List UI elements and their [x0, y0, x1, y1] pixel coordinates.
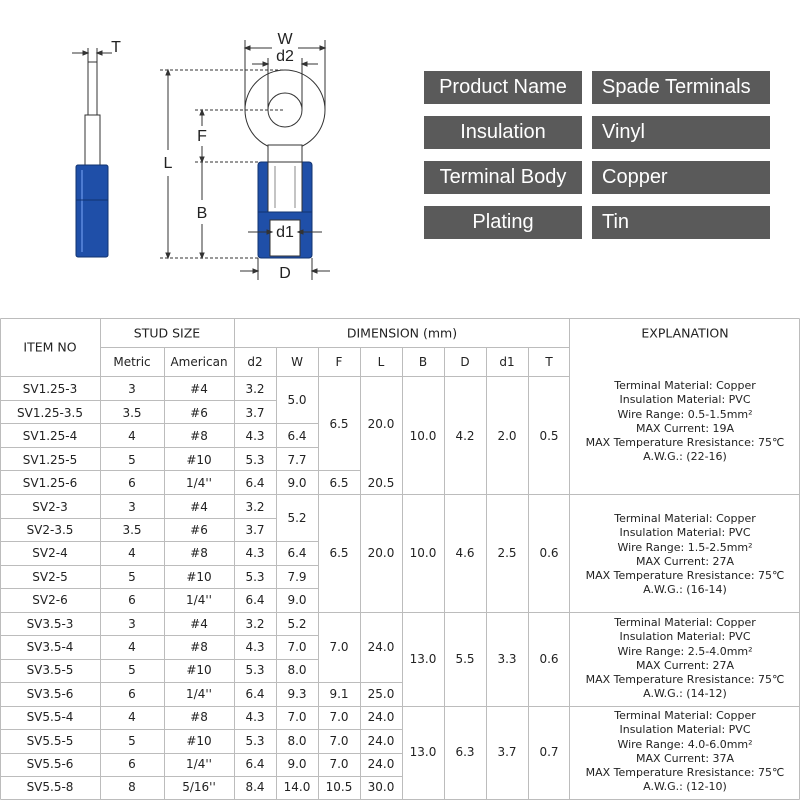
header-dimension: DIMENSION (mm)	[346, 325, 458, 341]
spec-value-insulation: Vinyl	[592, 116, 770, 149]
label-B: B	[196, 205, 208, 222]
g3-D: 5.5	[455, 652, 475, 666]
cell-W: 5.2	[287, 617, 307, 631]
g1-D: 4.2	[455, 429, 475, 443]
cell-d2: 4.3	[245, 640, 265, 654]
cell-american: #8	[190, 429, 208, 443]
header-W: W	[291, 355, 303, 369]
label-D: D	[279, 265, 291, 282]
cell-d2: 4.3	[245, 429, 265, 443]
cell-metric: 3	[128, 617, 136, 631]
cell-metric: 3	[128, 382, 136, 396]
cell-metric: 6	[128, 757, 136, 771]
cell-d2: 5.3	[245, 570, 265, 584]
cell-item: SV2-5	[32, 570, 68, 584]
explanation-group-2: Terminal Material: Copper Insulation Material: PVC Wire Range: 1.5-2.5mm² MAX Current: 27A MAX Temperature Rresistance: 75℃ A.W.G.: (16-14)	[585, 512, 785, 597]
cell-d2: 3.2	[245, 617, 265, 631]
g2-T: 0.6	[539, 546, 559, 560]
header-d1: d1	[499, 355, 515, 369]
cell-metric: 3.5	[122, 523, 142, 537]
cell-metric: 6	[128, 687, 136, 701]
cell-metric: 4	[128, 546, 136, 560]
cell-item: SV3.5-5	[26, 663, 74, 677]
g2-D: 4.6	[455, 546, 475, 560]
cell-american: #10	[186, 453, 212, 467]
cell-american: 1/4''	[186, 593, 212, 607]
cell-metric: 5	[128, 663, 136, 677]
cell-F: 9.1	[329, 687, 349, 701]
cell-L: 25.0	[367, 687, 395, 701]
cell-L: 30.0	[367, 780, 395, 794]
g3-T: 0.6	[539, 652, 559, 666]
cell-W: 6.4	[287, 429, 307, 443]
cell-metric: 8	[128, 780, 136, 794]
cell-L: 24.0	[367, 757, 395, 771]
cell-d2: 5.3	[245, 734, 265, 748]
cell-d2: 3.7	[245, 523, 265, 537]
cell-d2: 6.4	[245, 757, 265, 771]
cell-L: 24.0	[367, 710, 395, 724]
label-T: T	[111, 39, 121, 56]
spec-value-terminal-body: Copper	[592, 161, 770, 194]
cell-W: 14.0	[283, 780, 311, 794]
cell-american: 1/4''	[186, 476, 212, 490]
cell-metric: 5	[128, 734, 136, 748]
cell-american: #4	[190, 382, 208, 396]
cell-metric: 3.5	[122, 406, 142, 420]
cell-d2: 6.4	[245, 687, 265, 701]
cell-F: 10.5	[325, 780, 353, 794]
cell-metric: 6	[128, 593, 136, 607]
g1-d1: 2.0	[497, 429, 517, 443]
g4-B: 13.0	[409, 745, 437, 759]
cell-d2: 8.4	[245, 780, 265, 794]
cell-d2: 6.4	[245, 476, 265, 490]
cell-american: 1/4''	[186, 687, 212, 701]
g1-T: 0.5	[539, 429, 559, 443]
cell-L: 24.0	[367, 734, 395, 748]
g3-B: 13.0	[409, 652, 437, 666]
cell-W: 7.7	[287, 453, 307, 467]
label-W: W	[277, 31, 293, 48]
explanation-group-4: Terminal Material: Copper Insulation Material: PVC Wire Range: 4.0-6.0mm² MAX Current: 37A MAX Temperature Rresistance: 75℃ A.W.G.: (12-10)	[585, 709, 785, 794]
g1-F: 6.5	[329, 417, 349, 431]
g1-W: 5.0	[287, 393, 307, 407]
cell-item: SV3.5-4	[26, 640, 74, 654]
header-d2: d2	[247, 355, 263, 369]
cell-american: #6	[190, 406, 208, 420]
cell-american: #8	[190, 710, 208, 724]
terminal-dimension-drawing	[0, 0, 400, 300]
g4-D: 6.3	[455, 745, 475, 759]
cell-W: 7.0	[287, 640, 307, 654]
g2-B: 10.0	[409, 546, 437, 560]
g4-T: 0.7	[539, 745, 559, 759]
header-T: T	[545, 355, 553, 369]
side-view-crimp	[85, 115, 100, 165]
cell-d2: 4.3	[245, 710, 265, 724]
header-L: L	[377, 355, 385, 369]
cell-F: 7.0	[329, 734, 349, 748]
spec-key-insulation: Insulation	[424, 116, 582, 149]
cell-d2: 3.2	[245, 382, 265, 396]
cell-item: SV3.5-6	[26, 687, 74, 701]
cell-d2: 3.2	[245, 500, 265, 514]
cell-item: SV1.25-3	[22, 382, 78, 396]
cell-W: 8.0	[287, 734, 307, 748]
cell-american: #4	[190, 617, 208, 631]
g3-d1: 3.3	[497, 652, 517, 666]
spec-value-product-name: Spade Terminals	[592, 71, 770, 104]
cell-W: 9.3	[287, 687, 307, 701]
cell-item: SV2-4	[32, 546, 68, 560]
cell-L: 20.5	[367, 476, 395, 490]
cell-item: SV5.5-8	[26, 780, 74, 794]
cell-F: 6.5	[329, 476, 349, 490]
cell-american: #8	[190, 546, 208, 560]
cell-item: SV2-3.5	[26, 523, 74, 537]
cell-W: 9.0	[287, 757, 307, 771]
label-d2: d2	[276, 48, 294, 65]
header-B: B	[418, 355, 428, 369]
cell-d2: 5.3	[245, 663, 265, 677]
cell-american: #6	[190, 523, 208, 537]
cell-american: #10	[186, 663, 212, 677]
cell-item: SV5.5-5	[26, 734, 74, 748]
cell-american: #8	[190, 640, 208, 654]
cell-W: 9.0	[287, 476, 307, 490]
cell-F: 7.0	[329, 710, 349, 724]
cell-item: SV2-6	[32, 593, 68, 607]
explanation-group-1: Terminal Material: Copper Insulation Material: PVC Wire Range: 0.5-1.5mm² MAX Current: 19A MAX Temperature Rresistance: 75℃ A.W.G.: (22-16)	[585, 379, 785, 464]
g2-L: 20.0	[367, 546, 395, 560]
cell-american: 1/4''	[186, 757, 212, 771]
g4-d1: 3.7	[497, 745, 517, 759]
cell-item: SV1.25-4	[22, 429, 78, 443]
cell-metric: 4	[128, 710, 136, 724]
header-american: American	[170, 355, 228, 369]
header-item-no: ITEM NO	[23, 339, 77, 355]
cell-W: 8.0	[287, 663, 307, 677]
label-F: F	[197, 128, 207, 145]
header-D: D	[460, 355, 470, 369]
cell-metric: 6	[128, 476, 136, 490]
cell-d2: 4.3	[245, 546, 265, 560]
cell-metric: 5	[128, 453, 136, 467]
stud-hole	[268, 93, 302, 127]
g1-B: 10.0	[409, 429, 437, 443]
cell-d2: 5.3	[245, 453, 265, 467]
cell-metric: 3	[128, 500, 136, 514]
cell-american: 5/16''	[182, 780, 216, 794]
header-stud-size: STUD SIZE	[133, 325, 201, 341]
g2-W: 5.2	[287, 511, 307, 525]
cell-item: SV5.5-4	[26, 710, 74, 724]
explanation-group-3: Terminal Material: Copper Insulation Material: PVC Wire Range: 2.5-4.0mm² MAX Current: 27A MAX Temperature Rresistance: 75℃ A.W.G.: (14-12)	[585, 616, 785, 701]
header-F: F	[335, 355, 343, 369]
spec-key-plating: Plating	[424, 206, 582, 239]
label-L: L	[163, 155, 173, 172]
spec-key-product-name: Product Name	[424, 71, 582, 104]
cell-metric: 4	[128, 640, 136, 654]
cell-W: 9.0	[287, 593, 307, 607]
g2-F: 6.5	[329, 546, 349, 560]
cell-metric: 5	[128, 570, 136, 584]
cell-d2: 3.7	[245, 406, 265, 420]
g1-L: 20.0	[367, 417, 395, 431]
cell-item: SV1.25-5	[22, 453, 78, 467]
cell-W: 6.4	[287, 546, 307, 560]
cell-item: SV2-3	[32, 500, 68, 514]
side-view-insulation	[76, 165, 108, 257]
cell-item: SV3.5-3	[26, 617, 74, 631]
header-metric: Metric	[113, 355, 151, 369]
label-d1: d1	[276, 224, 294, 241]
cell-W: 7.9	[287, 570, 307, 584]
cell-F: 7.0	[329, 757, 349, 771]
header-explanation: EXPLANATION	[641, 325, 729, 341]
g2-d1: 2.5	[497, 546, 517, 560]
cell-american: #10	[186, 570, 212, 584]
spec-key-terminal-body: Terminal Body	[424, 161, 582, 194]
g3-F: 7.0	[329, 640, 349, 654]
cell-american: #10	[186, 734, 212, 748]
cell-item: SV5.5-6	[26, 757, 74, 771]
cell-d2: 6.4	[245, 593, 265, 607]
cell-metric: 4	[128, 429, 136, 443]
cell-american: #4	[190, 500, 208, 514]
cell-item: SV1.25-3.5	[17, 406, 83, 420]
spec-value-plating: Tin	[592, 206, 770, 239]
g3-L: 24.0	[367, 640, 395, 654]
cell-item: SV1.25-6	[22, 476, 78, 490]
cell-W: 7.0	[287, 710, 307, 724]
